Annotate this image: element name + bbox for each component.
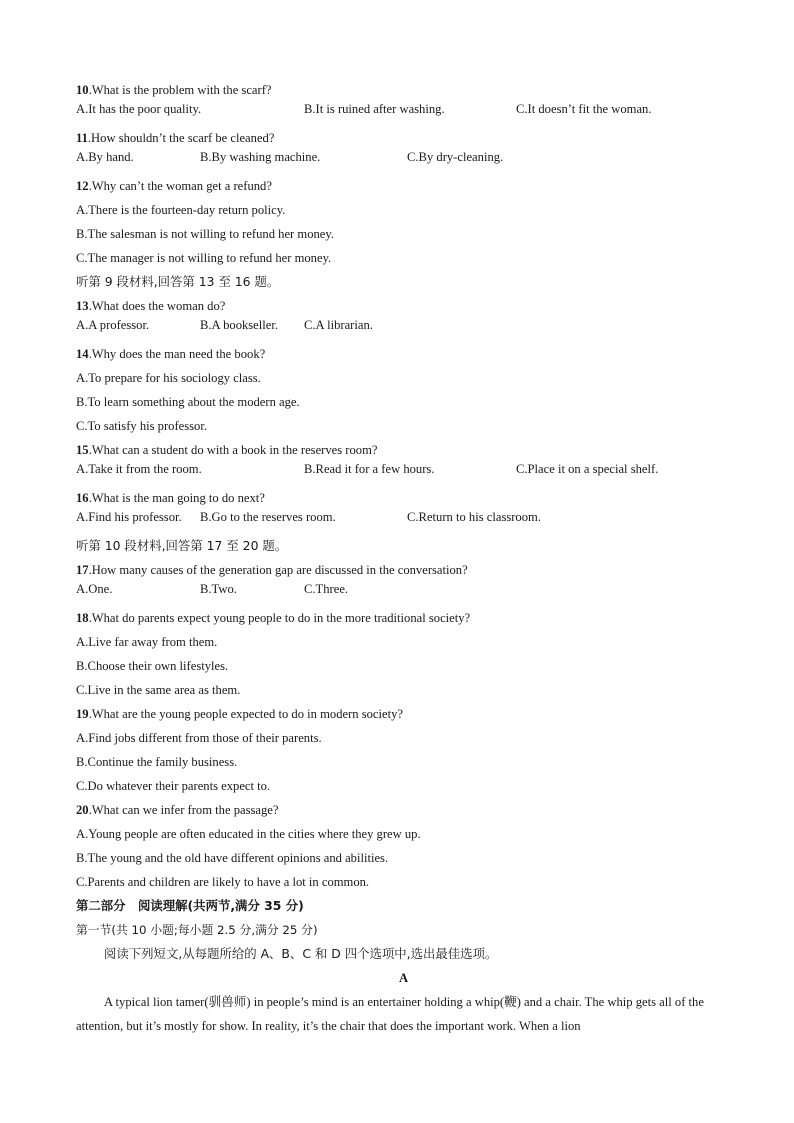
option-a: A.It has the poor quality. [76, 102, 202, 116]
option-b: B.Go to the reserves room. [200, 510, 336, 524]
option-b: B.To learn something about the modern age. [76, 395, 300, 409]
option-c: C.Three. [304, 582, 349, 596]
question-17: 17.How many causes of the generation gap are discussed in the conversation? [76, 563, 468, 577]
option-a: A.Young people are often educated in the cities where they grew up. [76, 827, 421, 841]
option-b: B.Two. [200, 582, 237, 596]
question-13: 13.What does the woman do? [76, 299, 226, 313]
option-c: C.By dry-cleaning. [407, 150, 504, 164]
option-b: B.By washing machine. [200, 150, 321, 164]
option-c: C.To satisfy his professor. [76, 419, 207, 433]
option-b: B.The salesman is not willing to refund her money. [76, 227, 335, 241]
option-a: A.One. [76, 582, 113, 596]
option-b: B.It is ruined after washing. [304, 102, 445, 116]
question-15-options [76, 462, 731, 486]
question-18: 18.What do parents expect young people to do in the more traditional society? [76, 611, 471, 625]
option-a: A.Find jobs different from those of their parents. [76, 731, 322, 745]
option-c: C.Do whatever their parents expect to. [76, 779, 271, 793]
question-10-options [76, 102, 731, 126]
option-b: B.Read it for a few hours. [304, 462, 435, 476]
option-b: B.The young and the old have different opinions and abilities. [76, 851, 389, 865]
passage-text: A typical lion tamer(驯兽师) in people’s mind is an entertainer holding a whip(鞭) and a chair. The whip gets all of the attention, but it’s mostly for show. In reality, it’s the chair that does the important work. When a lion [76, 995, 704, 1033]
option-a: A.Live far away from them. [76, 635, 218, 649]
option-c: C.A librarian. [304, 318, 373, 332]
option-c: C.Return to his classroom. [407, 510, 541, 524]
part-two-title: 第二部分 阅读理解(共两节,满分 35 分) [76, 898, 304, 913]
question-15: 15.What can a student do with a book in the reserves room? [76, 443, 378, 457]
option-a: A.By hand. [76, 150, 134, 164]
option-c: C.Place it on a special shelf. [516, 462, 659, 476]
option-b: B.Choose their own lifestyles. [76, 659, 229, 673]
reading-instruction: 阅读下列短文,从每题所给的 A、B、C 和 D 四个选项中,选出最佳选项。 [104, 946, 498, 961]
exam-page [76, 78, 731, 1038]
option-b: B.A bookseller. [200, 318, 279, 332]
question-16: 16.What is the man going to do next? [76, 491, 265, 505]
option-a: A.To prepare for his sociology class. [76, 371, 261, 385]
question-11: 11.How shouldn’t the scarf be cleaned? [76, 131, 275, 145]
option-a: A.Take it from the room. [76, 462, 202, 476]
question-10: 10.What is the problem with the scarf? [76, 83, 272, 97]
option-c: C.Live in the same area as them. [76, 683, 241, 697]
option-b: B.Continue the family business. [76, 755, 238, 769]
question-14: 14.Why does the man need the book? [76, 347, 266, 361]
option-a: A.A professor. [76, 318, 150, 332]
question-19: 19.What are the young people expected to do in modern society? [76, 707, 403, 721]
passage-label: A [398, 971, 409, 985]
section-one-title: 第一节(共 10 小题;每小题 2.5 分,满分 25 分) [76, 923, 318, 937]
instruction-section-9: 听第 9 段材料,回答第 13 至 16 题。 [76, 274, 280, 289]
option-a: A.Find his professor. [76, 510, 182, 524]
option-c: C.It doesn’t fit the woman. [516, 102, 652, 116]
option-a: A.There is the fourteen-day return policy. [76, 203, 286, 217]
question-17-options [76, 582, 731, 606]
question-20: 20.What can we infer from the passage? [76, 803, 279, 817]
option-c: C.Parents and children are likely to have a lot in common. [76, 875, 370, 889]
question-13-options [76, 318, 731, 342]
instruction-section-10: 听第 10 段材料,回答第 17 至 20 题。 [76, 538, 288, 553]
option-c: C.The manager is not willing to refund her money. [76, 251, 332, 265]
question-16-options [76, 510, 731, 534]
question-11-options [76, 150, 731, 174]
question-12: 12.Why can’t the woman get a refund? [76, 179, 272, 193]
